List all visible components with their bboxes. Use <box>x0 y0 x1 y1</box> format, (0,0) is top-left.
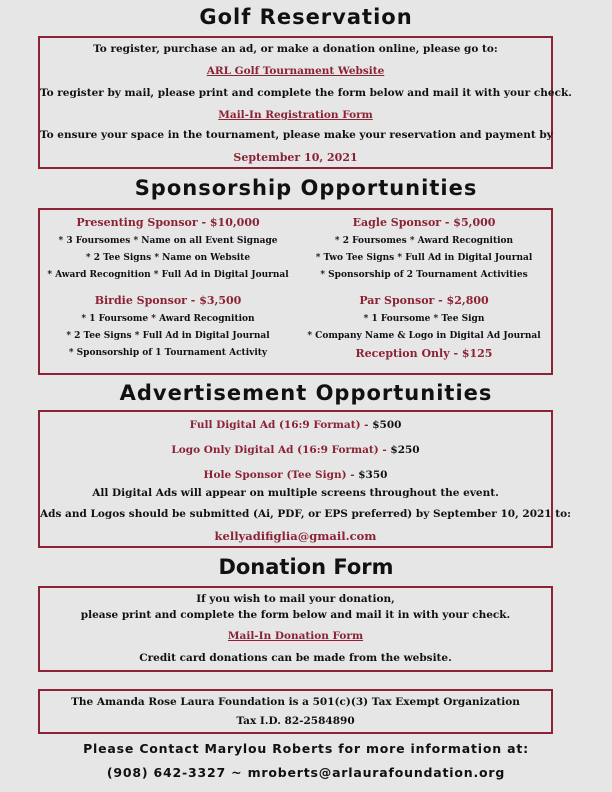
contact-phone-email[interactable]: (908) 642-3327 ~ mroberts@arlaurafoundation.org <box>106 765 506 780</box>
presenting-bullet: * Award Recognition * Full Ad in Digital Journal <box>47 270 289 280</box>
ad-item-label: Logo Only Digital Ad (16:9 Format) - <box>171 444 387 456</box>
ad-item-label: Full Digital Ad (16:9 Format) - <box>189 419 369 431</box>
mail-in-donation-link[interactable]: Mail-In Donation Form <box>227 630 364 642</box>
donation-mail-text: If you wish to mail your donation, <box>196 593 395 605</box>
eagle-bullet: * Two Tee Signs * Full Ad in Digital Journal <box>315 253 533 263</box>
presenting-bullet: * 3 Foursomes * Name on all Event Signage <box>58 236 278 246</box>
birdie-bullet: * 2 Tee Signs * Full Ad in Digital Journal <box>66 331 270 341</box>
birdie-sponsor-title: Birdie Sponsor - $3,500 <box>94 294 242 307</box>
foundation-tax-id: Tax I.D. 82-2584890 <box>236 715 355 727</box>
ad-item-price: $500 <box>372 419 402 431</box>
ad-contact-email[interactable]: kellyadifiglia@gmail.com <box>214 529 377 543</box>
ad-item-logo-only <box>40 444 551 456</box>
birdie-bullet: * 1 Foursome * Award Recognition <box>81 314 255 324</box>
ad-note-submit: Ads and Logos should be submitted (Ai, PDF, or EPS preferred) by September 10, 2021 to: <box>40 508 571 520</box>
par-sponsor-title: Par Sponsor - $2,800 <box>359 294 489 307</box>
golf-reservation-heading: Golf Reservation <box>199 5 413 29</box>
reception-only-title: Reception Only - $125 <box>355 347 493 360</box>
ad-note-screens: All Digital Ads will appear on multiple screens throughout the event. <box>92 487 499 499</box>
golf-deadline-date: September 10, 2021 <box>233 151 358 164</box>
ad-item-price: $250 <box>390 444 420 456</box>
donation-box <box>38 586 553 672</box>
advertisement-box <box>38 410 571 548</box>
eagle-bullet: * 2 Foursomes * Award Recognition <box>334 236 514 246</box>
donation-credit-card-text: Credit card donations can be made from the website. <box>139 652 452 664</box>
presenting-sponsor-title: Presenting Sponsor - $10,000 <box>76 216 260 229</box>
sponsorship-heading: Sponsorship Opportunities <box>134 176 478 200</box>
foundation-box <box>38 689 553 734</box>
golf-tournament-website-link[interactable]: ARL Golf Tournament Website <box>206 65 385 77</box>
donation-print-text: please print and complete the form below and mail it in with your check. <box>80 609 511 621</box>
contact-line: Please Contact Marylou Roberts for more information at: <box>83 741 529 756</box>
donation-heading: Donation Form <box>218 555 394 579</box>
presenting-bullet: * 2 Tee Signs * Name on Website <box>85 253 251 263</box>
advertisement-heading: Advertisement Opportunities <box>119 381 493 405</box>
eagle-sponsor-title: Eagle Sponsor - $5,000 <box>352 216 496 229</box>
birdie-bullet: * Sponsorship of 1 Tournament Activity <box>68 348 268 358</box>
mail-in-registration-link[interactable]: Mail-In Registration Form <box>218 109 373 121</box>
golf-ensure-text: To ensure your space in the tournament, please make your reservation and payment by <box>40 129 553 141</box>
birdie-sponsor <box>40 294 296 358</box>
par-bullet: * Company Name & Logo in Digital Ad Journal <box>307 331 541 341</box>
ad-item-hole-sponsor <box>40 469 551 481</box>
ad-item-price: $350 <box>358 469 388 481</box>
golf-online-text: To register, purchase an ad, or make a donation online, please go to: <box>93 43 498 55</box>
ad-item-full-digital <box>40 419 551 431</box>
eagle-bullet: * Sponsorship of 2 Tournament Activities <box>320 270 528 280</box>
par-sponsor <box>296 294 552 360</box>
golf-reservation-box <box>38 36 572 169</box>
ad-item-label: Hole Sponsor (Tee Sign) - <box>203 469 355 481</box>
presenting-sponsor <box>40 216 296 280</box>
eagle-sponsor <box>296 216 552 280</box>
par-bullet: * 1 Foursome * Tee Sign <box>363 314 485 324</box>
foundation-status-text: The Amanda Rose Laura Foundation is a 501(c)(3) Tax Exempt Organization <box>71 696 520 708</box>
golf-mail-text: To register by mail, please print and complete the form below and mail it with your check. <box>40 87 572 99</box>
sponsorship-box <box>38 208 553 375</box>
